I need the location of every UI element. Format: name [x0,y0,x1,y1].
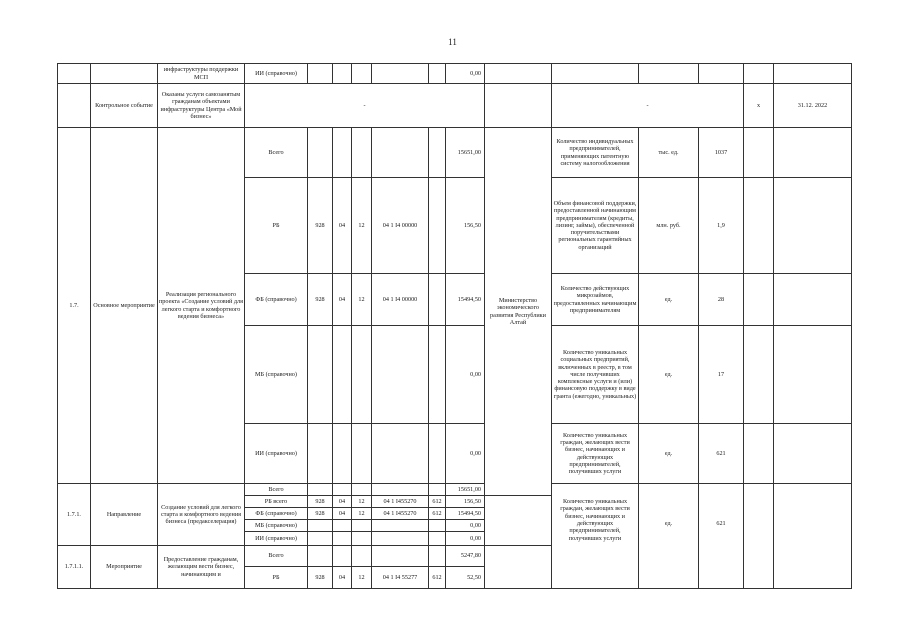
row-amount: 156,50 [446,496,485,508]
row-indicator: Количество уникальных граждан, желающих вести бизнес, начинающих и действующих предпринимателей, получивших услуги [552,484,639,589]
row-pr [352,424,372,484]
row-dash: - [245,84,485,128]
row-amount: 0,00 [446,520,485,532]
row-grbs: 928 [308,178,333,274]
row-name: инфраструктуры поддержки МСП [158,64,245,84]
row-csr [372,326,429,424]
row-vr [429,326,446,424]
row-vr [429,424,446,484]
row-grbs [308,532,333,546]
row-vr [429,178,446,274]
row-name: Реализация регионального проекта «Создание условий для легкого старта и комфортного ведения бизнеса» [158,128,245,484]
row-vr [429,274,446,326]
row-source: ФБ (справочно) [245,274,308,326]
row-pr [352,128,372,178]
row-vr: 612 [429,567,446,589]
row-grbs [308,128,333,178]
row-indicator: Количество уникальных социальных предприятий, включенных в реестр, в том числе получивших комплексные услуги и (или) финансовую поддержку в виде гранта (ежегодно, уникальных) [552,326,639,424]
row-csr: 04 1 I455270 [372,496,429,508]
table-row [58,128,852,178]
budget-table [57,63,852,589]
row-indicator: Количество действующих микрозаймов, предоставленных начинающим предпринимателям [552,274,639,326]
row-csr: 04 1 I4 55277 [372,567,429,589]
row-grbs [308,326,333,424]
row-amount: 15651,00 [446,128,485,178]
row-rz: 04 [333,508,352,520]
row-rz [333,532,352,546]
row-source: ИИ (справочно) [245,424,308,484]
row-name: Предоставление гражданам, желающим вести бизнес, начинающим и [158,546,245,589]
row-amount: 15494,50 [446,274,485,326]
row-vr [429,484,446,496]
row-vr: 612 [429,496,446,508]
row-pr: 12 [352,508,372,520]
row-source: РБ [245,178,308,274]
row-vr [429,128,446,178]
row-amount: 0,00 [446,532,485,546]
row-csr [372,424,429,484]
table-row [58,84,852,128]
row-grbs: 928 [308,274,333,326]
row-grbs: 928 [308,496,333,508]
row-csr [372,128,429,178]
row-csr [372,546,429,567]
row-executor: Министерство экономического развития Республики Алтай [485,128,552,496]
row-unit: ед. [639,424,699,484]
row-source: МБ (справочно) [245,326,308,424]
row-rz [333,326,352,424]
row-amount: 0,00 [446,326,485,424]
row-pr [352,532,372,546]
row-rz: 04 [333,178,352,274]
row-dash: - [552,84,744,128]
row-pr: 12 [352,178,372,274]
row-amount: 5247,80 [446,546,485,567]
row-source: ФБ (справочно) [245,508,308,520]
row-grbs [308,546,333,567]
row-indicator: Количество уникальных граждан, желающих вести бизнес, начинающих и действующих предпринимателей, получивших услуги [552,424,639,484]
row-value: 1037 [699,128,744,178]
row-value: 28 [699,274,744,326]
row-source: ИИ (справочно) [245,532,308,546]
row-vr: 612 [429,508,446,520]
row-rz [333,484,352,496]
row-grbs [308,484,333,496]
row-name: Создание условий для легкого старта и комфортного ведения бизнеса (предакселерация) [158,484,245,546]
row-csr [372,520,429,532]
row-grbs: 928 [308,567,333,589]
row-grbs: 928 [308,508,333,520]
row-pr: 12 [352,496,372,508]
row-unit: тыс. ед. [639,128,699,178]
row-amount: 156,50 [446,178,485,274]
row-unit: ед. [639,326,699,424]
row-csr: 04 1 I4 00000 [372,178,429,274]
row-level: Мероприятие [91,546,158,589]
row-source: РБ всего [245,496,308,508]
row-amount: 0,00 [446,64,485,84]
row-amount: 15494,50 [446,508,485,520]
row-x: х [744,84,774,128]
row-vr [429,532,446,546]
row-unit: млн. руб. [639,178,699,274]
row-num: 1.7.1.1. [58,546,91,589]
row-unit: ед. [639,484,699,589]
row-amount: 52,50 [446,567,485,589]
row-grbs [308,424,333,484]
row-value: 621 [699,484,744,589]
row-value: 17 [699,326,744,424]
row-rz [333,424,352,484]
row-source: Всего [245,484,308,496]
row-grbs [308,520,333,532]
row-pr [352,546,372,567]
row-source: Всего [245,546,308,567]
row-amount: 0,00 [446,424,485,484]
row-pr [352,520,372,532]
row-date: 31.12. 2022 [774,84,852,128]
row-num: 1.7. [58,128,91,484]
row-value: 621 [699,424,744,484]
row-rz: 04 [333,567,352,589]
row-source: ИИ (справочно) [245,64,308,84]
row-rz [333,546,352,567]
row-level: Основное мероприятие [91,128,158,484]
row-rz [333,128,352,178]
table-row [58,64,852,84]
row-csr: 04 1 I4 00000 [372,274,429,326]
row-rz: 04 [333,496,352,508]
row-pr: 12 [352,274,372,326]
row-indicator: Количество индивидуальных предпринимателей, применяющих патентную систему налогообложения [552,128,639,178]
page-number: 11 [448,37,457,47]
row-csr: 04 1 I455270 [372,508,429,520]
row-name: Оказаны услуги самозанятым гражданам объектами инфраструктуры Центра «Мой бизнес» [158,84,245,128]
row-indicator: Объем финансовой поддержки, предоставленной начинающим предпринимателям (кредиты, лизинг, займы), обеспеченной поручительствами региональных гарантийных организаций [552,178,639,274]
row-level: Направление [91,484,158,546]
row-rz: 04 [333,274,352,326]
row-num: 1.7.1. [58,484,91,546]
row-value: 1,9 [699,178,744,274]
row-vr [429,546,446,567]
row-source: Всего [245,128,308,178]
row-unit: ед. [639,274,699,326]
row-amount: 15651,00 [446,484,485,496]
row-level: Контрольное событие [91,84,158,128]
row-pr [352,484,372,496]
row-csr [372,532,429,546]
row-source: РБ [245,567,308,589]
row-rz [333,520,352,532]
table-row [58,484,852,496]
row-pr: 12 [352,567,372,589]
row-source: МБ (справочно) [245,520,308,532]
row-pr [352,326,372,424]
row-csr [372,484,429,496]
row-vr [429,520,446,532]
